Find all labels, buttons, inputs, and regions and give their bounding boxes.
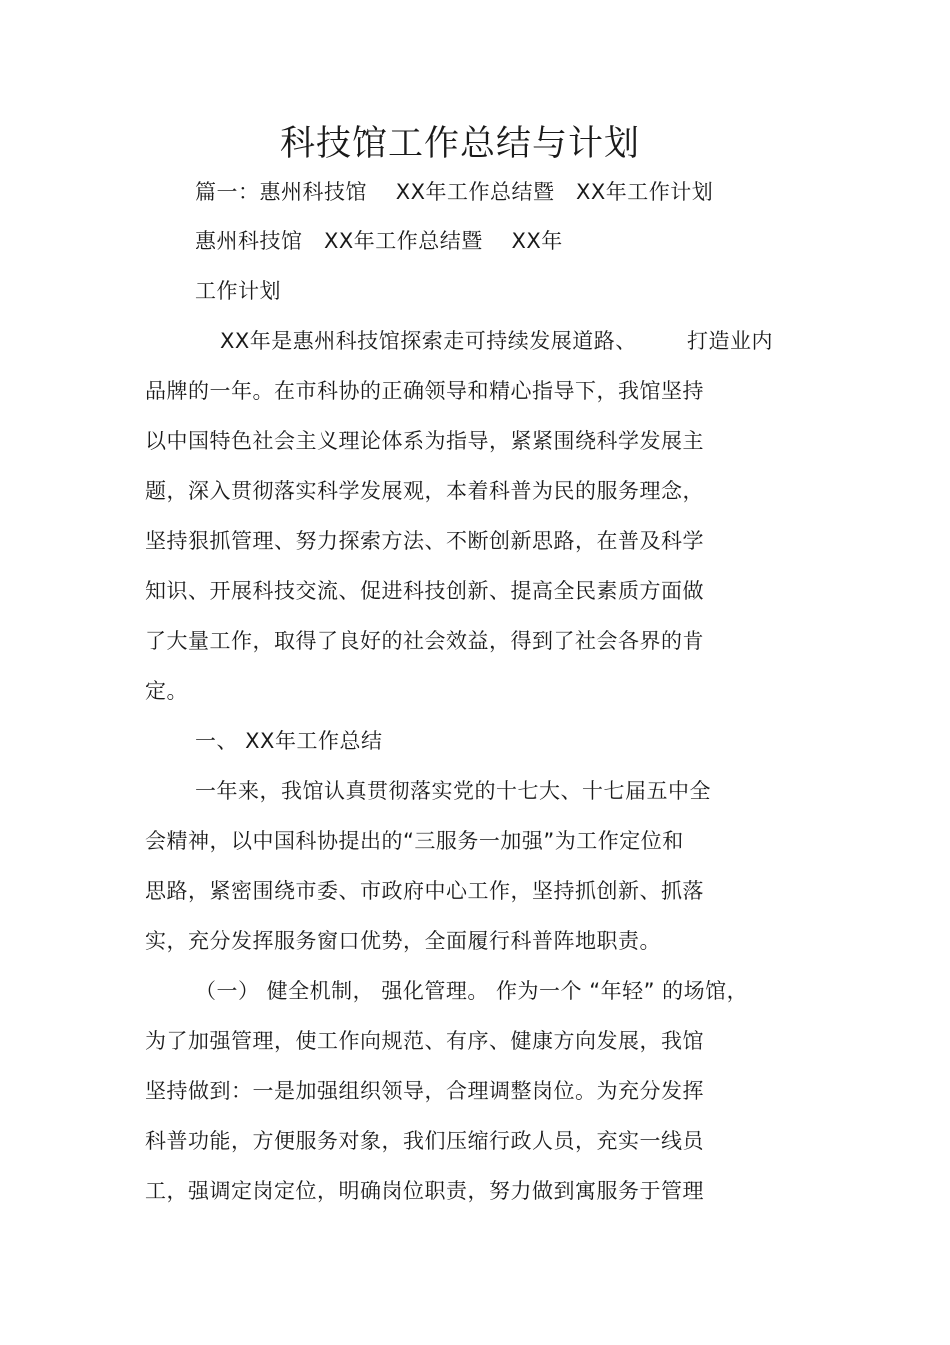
paragraph-line: 知识、开展科技交流、促进科技创新、提高全民素质方面做 [145, 579, 704, 603]
paragraph-line: 思路，紧密围绕市委、市政府中心工作，坚持抓创新、抓落 [145, 879, 704, 903]
paragraph-line: 为了加强管理，使工作向规范、有序、健康方向发展，我馆 [145, 1029, 704, 1053]
document-title: 科技馆工作总结与计划 [279, 124, 640, 164]
paragraph-line: 科普功能，方便服务对象，我们压缩行政人员，充实一线员 [145, 1129, 704, 1153]
paragraph-line: 坚持狠抓管理、努力探索方法、不断创新思路，在普及科学 [145, 529, 704, 553]
paragraph-line: 实，充分发挥服务窗口优势，全面履行科普阵地职责。 [145, 929, 661, 953]
paragraph-line: XX年是惠州科技馆探索走可持续发展道路、 打造业内 [220, 329, 773, 353]
paragraph-line: 会精神，以中国科协提出的“三服务一加强”为工作定位和 [145, 829, 684, 853]
paragraph-line: 以中国特色社会主义理论体系为指导，紧紧围绕科学发展主 [145, 429, 704, 453]
paragraph-line: 品牌的一年。在市科协的正确领导和精心指导下，我馆坚持 [145, 379, 704, 403]
paragraph-line: 定。 [145, 679, 188, 703]
paragraph-line: 一年来，我馆认真贯彻落实党的十七大、十七届五中全 [195, 779, 711, 803]
subtitle-line: 惠州科技馆 XX年工作总结暨 XX年 [195, 229, 563, 253]
paragraph-line: 了大量工作，取得了良好的社会效益，得到了社会各界的肯 [145, 629, 704, 653]
subtitle-line: 工作计划 [195, 279, 281, 303]
paragraph-line: 题，深入贯彻落实科学发展观，本着科普为民的服务理念， [145, 479, 704, 503]
paragraph-line: 工，强调定岗定位，明确岗位职责，努力做到寓服务于管理 [145, 1179, 704, 1203]
section-heading: 一、 XX年工作总结 [195, 729, 383, 753]
paragraph-line: （一） 健全机制， 强化管理。 作为一个 “年轻” 的场馆， [195, 979, 749, 1003]
subtitle-line: 篇一：惠州科技馆 XX年工作总结暨 XX年工作计划 [195, 180, 714, 204]
paragraph-line: 坚持做到：一是加强组织领导，合理调整岗位。为充分发挥 [145, 1079, 704, 1103]
